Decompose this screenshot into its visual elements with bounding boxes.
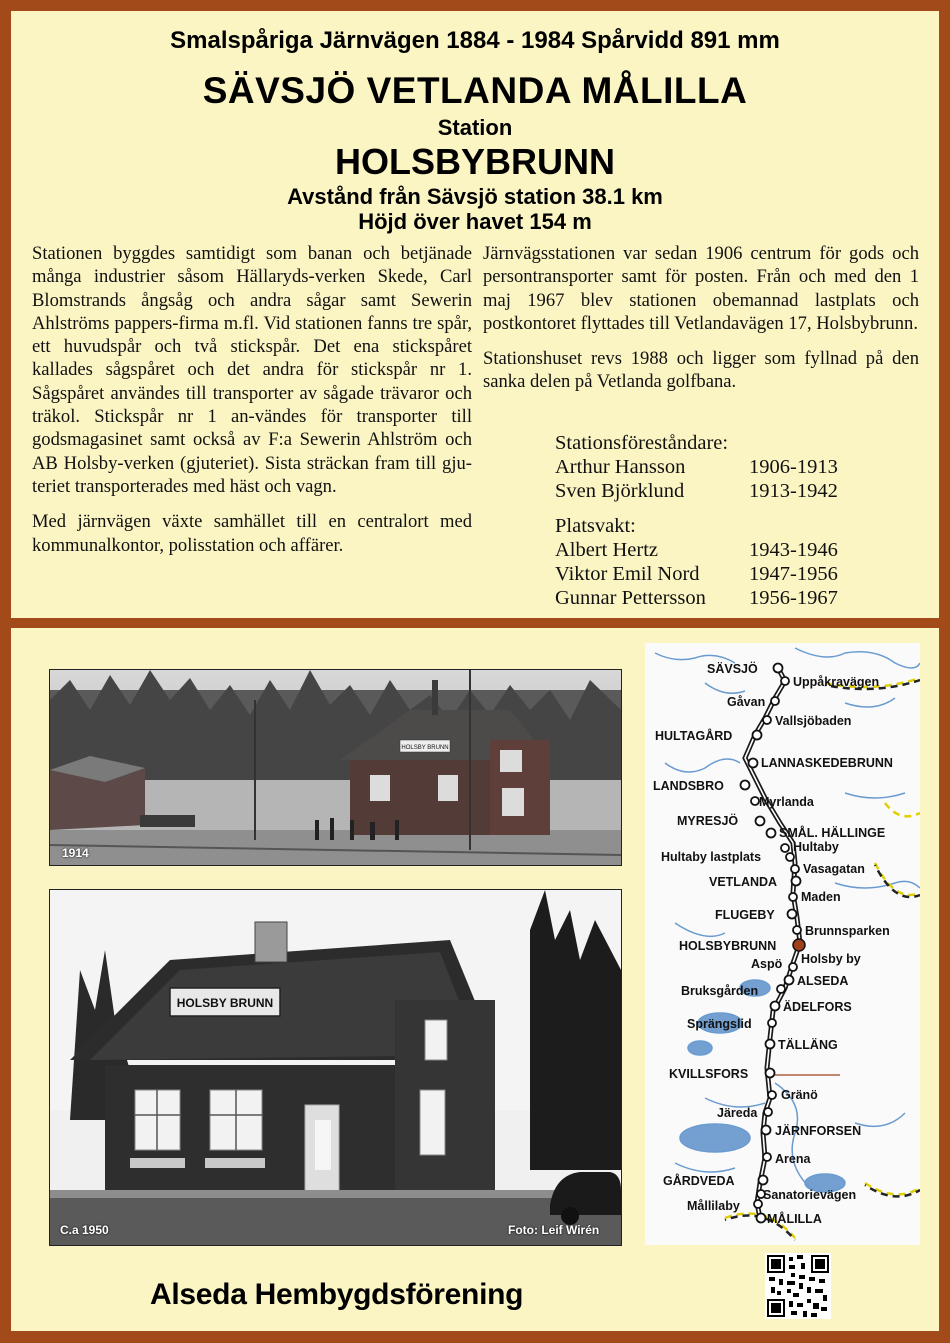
map-station-dot — [763, 1153, 771, 1161]
map-station-dot — [751, 797, 759, 805]
map-label-gavan: Gåvan — [727, 695, 766, 709]
map-station-dot — [793, 926, 801, 934]
header-station-name: HOLSBYBRUNN — [334, 141, 615, 182]
map-station-dot — [786, 853, 794, 861]
map-label-vallsjobaden: Vallsjöbaden — [775, 714, 852, 728]
map-station-dot — [757, 1214, 766, 1223]
map-station-dot — [766, 1040, 775, 1049]
map-station-dot — [791, 865, 799, 873]
map-label-aspo: Aspö — [751, 957, 783, 971]
map-label-myresjo: MYRESJÖ — [677, 814, 739, 828]
map-station-dot — [754, 1200, 762, 1208]
map-station-dot — [768, 1019, 776, 1027]
railway-map-svg — [645, 643, 920, 1245]
header-railway-line: Smalspåriga Järnvägen 1884 - 1984 Spårvidd 891 mm — [170, 27, 780, 54]
map-label-grano: Gränö — [781, 1088, 818, 1102]
map-label-sprangslid: Sprängslid — [687, 1017, 752, 1031]
map-station-dot — [781, 677, 789, 685]
map-label-vasagatan: Vasagatan — [803, 862, 865, 876]
staff-years: 1956-1967 — [749, 586, 838, 609]
staff-title-guards: Platsvakt: — [555, 515, 636, 538]
map-station-dot — [774, 664, 783, 673]
staff-name: Sven Björklund — [555, 479, 685, 502]
map-station-dot — [771, 697, 779, 705]
map-station-dot — [767, 829, 776, 838]
header-route: SÄVSJÖ VETLANDA MÅLILLA — [202, 70, 748, 111]
photo-1914-caption: 1914 — [62, 846, 89, 860]
text-column-left — [32, 242, 472, 569]
map-label-savsjo: SÄVSJÖ — [707, 662, 758, 676]
photo-1914-illustration — [50, 670, 621, 865]
photo-1950-illustration — [50, 890, 621, 1245]
photo-1950-credit: Foto: Leif Wirén — [508, 1223, 600, 1237]
header-station-label: Station — [437, 115, 513, 140]
map-label-hultagard: HULTAGÅRD — [655, 729, 733, 743]
map-label-flugeby: FLUGEBY — [715, 908, 775, 922]
map-station-dot — [771, 1002, 780, 1011]
map-station-dot — [759, 1176, 768, 1185]
map-station-dot — [788, 910, 797, 919]
staff-row — [555, 480, 838, 504]
staff-list — [555, 432, 838, 611]
map-label-holsbybrunn: HOLSBYBRUNN — [679, 939, 777, 953]
photo-1950-caption: C.a 1950 — [60, 1223, 109, 1237]
photo-1950-sign: HOLSBY BRUNN — [176, 996, 274, 1010]
map-station-dot — [753, 731, 762, 740]
header-distance: Avstånd från Sävsjö station 38.1 km — [287, 184, 663, 209]
text-column-right — [483, 242, 919, 406]
map-label-hultaby: Hultaby — [793, 840, 839, 854]
map-station-dot — [763, 716, 771, 724]
staff-years: 1913-1942 — [749, 479, 838, 502]
map-label-arena: Arena — [775, 1152, 811, 1166]
map-label-jareda: Järeda — [717, 1106, 758, 1120]
map-label-sanatorievagen: Sanatorievägen — [763, 1188, 857, 1202]
paragraph-growth: Med järnvägen växte samhället till en centralort med kommunalkontor, polisstation och affärer. — [32, 511, 472, 556]
map-station-dot — [777, 985, 785, 993]
map-label-hultaby-lastplats: Hultaby lastplats — [661, 850, 762, 864]
staff-name: Viktor Emil Nord — [555, 562, 700, 585]
map-label-holsby-by: Holsby by — [801, 952, 861, 966]
qr-code[interactable] — [765, 1253, 831, 1319]
staff-title-masters: Stationsföreståndare: — [555, 432, 729, 454]
staff-name: Albert Hertz — [555, 539, 659, 562]
map-label-brunnsparken: Brunnsparken — [805, 924, 890, 938]
staff-row — [555, 456, 838, 480]
map-station-dot — [789, 893, 797, 901]
railway-map — [645, 643, 920, 1245]
map-label-kvillsfors: KVILLSFORS — [669, 1067, 749, 1081]
paragraph-demolition: Stationshuset revs 1988 och ligger som fyllnad på den sanka delen på Vetlanda golfbana. — [483, 348, 919, 393]
photo-1950 — [49, 889, 622, 1246]
map-label-malillaby: Mållilaby — [687, 1199, 740, 1213]
map-station-dot — [789, 963, 797, 971]
map-current-station-dot — [793, 939, 805, 951]
staff-years: 1906-1913 — [749, 455, 838, 478]
map-station-dot — [764, 1108, 772, 1116]
staff-row — [555, 563, 838, 587]
paragraph-center: Järnvägsstationen var sedan 1906 centrum för gods och persontransporter samt för posten. Från och med den 1 maj 1967 blev stationen obemannad lastplats och postkontoret flyttades till Vetlandavägen 17, Holsbybrunn. — [483, 243, 919, 334]
map-label-lannaskedebrunn: LANNASKEDEBRUNN — [761, 756, 893, 770]
map-station-dot — [756, 817, 765, 826]
staff-years: 1943-1946 — [749, 539, 838, 562]
photo-1914-sign: HOLSBY BRUNN — [401, 745, 449, 751]
staff-row — [555, 587, 838, 611]
staff-row — [555, 539, 838, 563]
map-station-dot — [785, 976, 794, 985]
map-label-vetlanda: VETLANDA — [709, 875, 778, 889]
map-station-dot — [762, 1126, 771, 1135]
map-station-dot — [766, 1069, 775, 1078]
map-station-dot — [781, 844, 789, 852]
map-label-malilla: MÅLILLA — [767, 1212, 822, 1226]
map-label-smal-hallinge: SMÅL. HÄLLINGE — [779, 826, 886, 840]
map-label-tallang: TÄLLÄNG — [778, 1038, 838, 1052]
map-station-dot — [792, 877, 801, 886]
map-station-dot — [749, 759, 758, 768]
map-station-dot — [741, 781, 750, 790]
map-label-bruksgarden: Bruksgården — [681, 984, 759, 998]
map-label-myrlanda: Myrlanda — [759, 795, 814, 809]
organization-name: Alseda Hembygdsförening — [150, 1278, 524, 1311]
map-label-maden: Maden — [801, 890, 841, 904]
qr-code-graphic — [765, 1253, 831, 1319]
map-station-dot — [768, 1091, 776, 1099]
map-label-adelfors: ÄDELFORS — [783, 1000, 852, 1014]
header-altitude: Höjd över havet 154 m — [358, 209, 592, 234]
paragraph-history: Stationen byggdes samtidigt som banan och betjänade många industrier såsom Hällaryds-verken Skede, Carl Blomstrands ångsåg och andra sågar samt Sewerin Ahlströms pappers-firma m.fl. Vid stationen fanns tre spår, ett huvudspår och två stickspår. Det ena stickspåret kallades sågspåret och det andra för stickspår nr 1. Sågspåret användes till transporter av sågade trävaror och träkol. Stickspår nr 1 an-vändes för transporter till godsmagasinet samt också av F:a Sewerin Ahlström och AB Holsby-verken (gjuteriet). Sista sträckan fram till gju-teriet transporterades med häst och vagn. — [32, 243, 472, 497]
staff-name: Arthur Hansson — [555, 455, 686, 478]
map-label-uppakravagen: Uppåkravägen — [793, 675, 880, 689]
photo-1914 — [49, 669, 622, 866]
map-label-gardveda: GÅRDVEDA — [663, 1174, 735, 1188]
staff-years: 1947-1956 — [749, 562, 838, 585]
map-label-jarnforsen: JÄRNFORSEN — [775, 1124, 862, 1138]
map-label-landsbro: LANDSBRO — [653, 779, 724, 793]
staff-name: Gunnar Pettersson — [555, 586, 706, 609]
map-label-alseda: ALSEDA — [797, 974, 849, 988]
